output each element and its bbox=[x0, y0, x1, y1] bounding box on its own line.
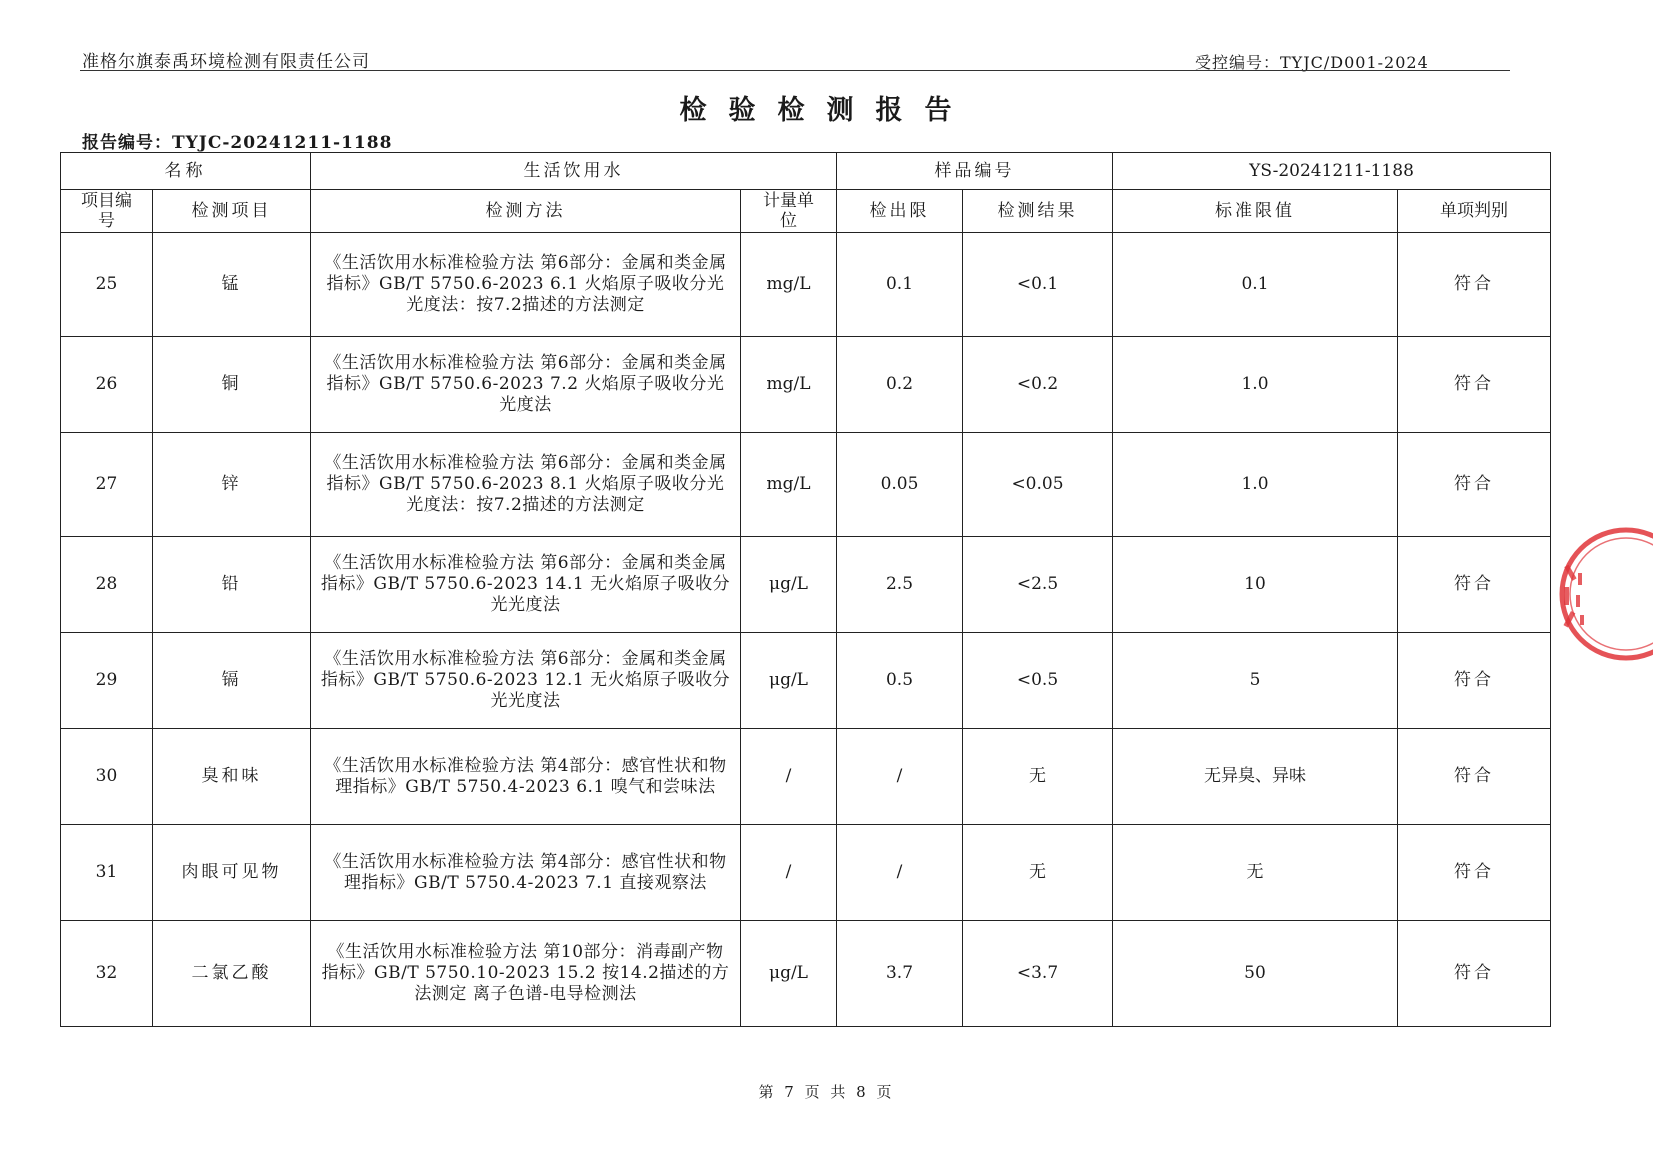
company-name: 准格尔旗泰禹环境检测有限责任公司 bbox=[82, 52, 370, 72]
judgement-cell: 符合 bbox=[1398, 233, 1551, 337]
limit-cell: 0.1 bbox=[837, 233, 963, 337]
standard-cell: 1.0 bbox=[1113, 337, 1398, 433]
limit-cell: / bbox=[837, 729, 963, 825]
judgement-cell: 符合 bbox=[1398, 537, 1551, 633]
table-row bbox=[61, 921, 1551, 1027]
standard-cell: 无异臭、异味 bbox=[1113, 729, 1398, 825]
table-row bbox=[61, 433, 1551, 537]
judgement-cell: 符合 bbox=[1398, 729, 1551, 825]
item-cell: 臭和味 bbox=[153, 729, 311, 825]
standard-cell: 1.0 bbox=[1113, 433, 1398, 537]
official-seal-stamp bbox=[1554, 525, 1653, 663]
unit-cell: mg/L bbox=[741, 433, 837, 537]
item-no-cell: 25 bbox=[61, 233, 153, 337]
unit-cell: μg/L bbox=[741, 633, 837, 729]
header-rule bbox=[80, 70, 1510, 71]
unit-cell: / bbox=[741, 825, 837, 921]
item-no-cell: 29 bbox=[61, 633, 153, 729]
item-cell: 锌 bbox=[153, 433, 311, 537]
method-cell: 《生活饮用水标准检验方法 第4部分：感官性状和物理指标》GB/T 5750.4-2023 7.1 直接观察法 bbox=[311, 825, 741, 921]
report-number: 报告编号：TYJC-20241211-1188 bbox=[82, 133, 393, 153]
column-header-row bbox=[61, 190, 1551, 233]
result-cell: 无 bbox=[963, 825, 1113, 921]
item-no-cell: 27 bbox=[61, 433, 153, 537]
control-number: 受控编号：TYJC/D001-2024 bbox=[1195, 53, 1429, 72]
limit-cell: 2.5 bbox=[837, 537, 963, 633]
results-table bbox=[60, 152, 1551, 1027]
table-row bbox=[61, 729, 1551, 825]
item-no-cell: 26 bbox=[61, 337, 153, 433]
method-cell: 《生活饮用水标准检验方法 第6部分：金属和类金属指标》GB/T 5750.6-2023 8.1 火焰原子吸收分光光度法：按7.2描述的方法测定 bbox=[311, 433, 741, 537]
judgement-cell: 符合 bbox=[1398, 633, 1551, 729]
item-cell: 二氯乙酸 bbox=[153, 921, 311, 1027]
col-item: 检测项目 bbox=[153, 190, 311, 233]
page-footer: 第 7 页 共 8 页 bbox=[758, 1083, 895, 1101]
limit-cell: 0.5 bbox=[837, 633, 963, 729]
name-value: 生活饮用水 bbox=[311, 153, 837, 190]
method-cell: 《生活饮用水标准检验方法 第6部分：金属和类金属指标》GB/T 5750.6-2023 14.1 无火焰原子吸收分光光度法 bbox=[311, 537, 741, 633]
col-method: 检测方法 bbox=[311, 190, 741, 233]
summary-row bbox=[61, 153, 1551, 190]
unit-cell: μg/L bbox=[741, 921, 837, 1027]
item-no-cell: 28 bbox=[61, 537, 153, 633]
limit-cell: 3.7 bbox=[837, 921, 963, 1027]
result-cell: <0.5 bbox=[963, 633, 1113, 729]
col-limit: 检出限 bbox=[837, 190, 963, 233]
result-cell: <3.7 bbox=[963, 921, 1113, 1027]
unit-cell: mg/L bbox=[741, 233, 837, 337]
report-title: 检验检测报告 bbox=[679, 95, 974, 126]
item-cell: 锰 bbox=[153, 233, 311, 337]
method-cell: 《生活饮用水标准检验方法 第6部分：金属和类金属指标》GB/T 5750.6-2023 12.1 无火焰原子吸收分光光度法 bbox=[311, 633, 741, 729]
result-cell: <0.05 bbox=[963, 433, 1113, 537]
table-row bbox=[61, 537, 1551, 633]
unit-cell: / bbox=[741, 729, 837, 825]
sample-label: 样品编号 bbox=[837, 153, 1113, 190]
col-judgement: 单项判别 bbox=[1398, 190, 1551, 233]
limit-cell: / bbox=[837, 825, 963, 921]
item-no-cell: 30 bbox=[61, 729, 153, 825]
col-result: 检测结果 bbox=[963, 190, 1113, 233]
standard-cell: 无 bbox=[1113, 825, 1398, 921]
item-cell: 镉 bbox=[153, 633, 311, 729]
method-cell: 《生活饮用水标准检验方法 第6部分：金属和类金属指标》GB/T 5750.6-2023 7.2 火焰原子吸收分光光度法 bbox=[311, 337, 741, 433]
col-standard: 标准限值 bbox=[1113, 190, 1398, 233]
standard-cell: 0.1 bbox=[1113, 233, 1398, 337]
judgement-cell: 符合 bbox=[1398, 825, 1551, 921]
standard-cell: 10 bbox=[1113, 537, 1398, 633]
method-cell: 《生活饮用水标准检验方法 第4部分：感官性状和物理指标》GB/T 5750.4-2023 6.1 嗅气和尝味法 bbox=[311, 729, 741, 825]
result-cell: <2.5 bbox=[963, 537, 1113, 633]
name-label: 名称 bbox=[61, 153, 311, 190]
standard-cell: 50 bbox=[1113, 921, 1398, 1027]
item-cell: 铜 bbox=[153, 337, 311, 433]
limit-cell: 0.2 bbox=[837, 337, 963, 433]
unit-cell: mg/L bbox=[741, 337, 837, 433]
col-item-no: 项目编号 bbox=[61, 190, 153, 233]
method-cell: 《生活饮用水标准检验方法 第10部分：消毒副产物指标》GB/T 5750.10-2023 15.2 按14.2描述的方法测定 离子色谱-电导检测法 bbox=[311, 921, 741, 1027]
sample-value: YS-20241211-1188 bbox=[1113, 153, 1551, 190]
table-row bbox=[61, 337, 1551, 433]
limit-cell: 0.05 bbox=[837, 433, 963, 537]
result-cell: <0.1 bbox=[963, 233, 1113, 337]
result-cell: 无 bbox=[963, 729, 1113, 825]
table-row bbox=[61, 825, 1551, 921]
standard-cell: 5 bbox=[1113, 633, 1398, 729]
judgement-cell: 符合 bbox=[1398, 921, 1551, 1027]
item-cell: 肉眼可见物 bbox=[153, 825, 311, 921]
item-no-cell: 32 bbox=[61, 921, 153, 1027]
item-cell: 铅 bbox=[153, 537, 311, 633]
judgement-cell: 符合 bbox=[1398, 337, 1551, 433]
item-no-cell: 31 bbox=[61, 825, 153, 921]
col-unit: 计量单位 bbox=[741, 190, 837, 233]
unit-cell: μg/L bbox=[741, 537, 837, 633]
judgement-cell: 符合 bbox=[1398, 433, 1551, 537]
result-cell: <0.2 bbox=[963, 337, 1113, 433]
table-row bbox=[61, 633, 1551, 729]
table-row bbox=[61, 233, 1551, 337]
method-cell: 《生活饮用水标准检验方法 第6部分：金属和类金属指标》GB/T 5750.6-2023 6.1 火焰原子吸收分光光度法：按7.2描述的方法测定 bbox=[311, 233, 741, 337]
